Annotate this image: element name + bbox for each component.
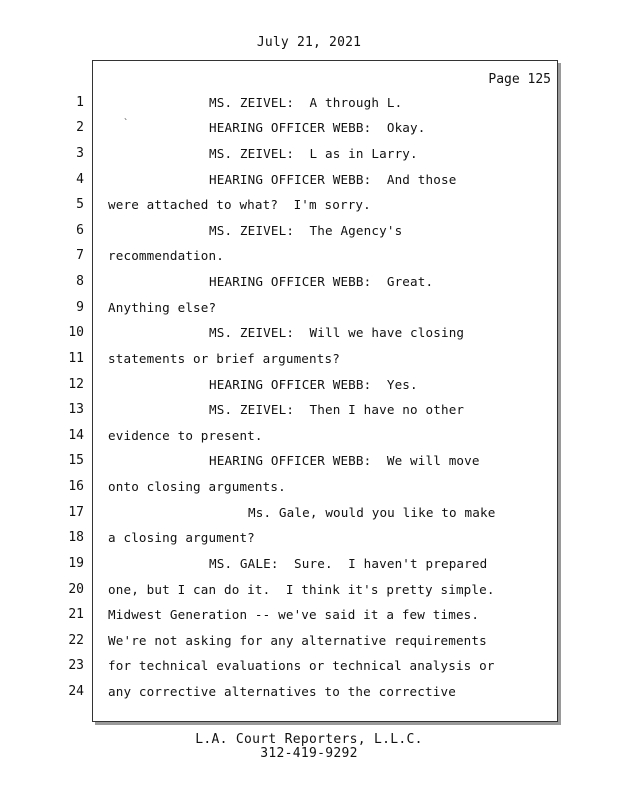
line-text: HEARING OFFICER WEBB: Yes. <box>209 377 418 392</box>
line-text: HEARING OFFICER WEBB: And those <box>209 172 457 187</box>
line-number: 24 <box>68 684 84 699</box>
line-text: onto closing arguments. <box>108 479 286 494</box>
line-text: HEARING OFFICER WEBB: Great. <box>209 274 434 289</box>
line-text: MS. ZEIVEL: A through L. <box>209 95 403 110</box>
line-text: Anything else? <box>108 300 217 315</box>
line-text: for technical evaluations or technical analysis or <box>108 658 495 673</box>
line-number: 2 <box>76 120 84 135</box>
page-number: Page 125 <box>488 72 551 87</box>
line-text: MS. ZEIVEL: Then I have no other <box>209 402 465 417</box>
footer <box>0 733 618 761</box>
line-number: 10 <box>68 325 84 340</box>
line-number: 22 <box>68 633 84 648</box>
line-number: 4 <box>76 172 84 187</box>
line-number: 11 <box>68 351 84 366</box>
line-text: a closing argument? <box>108 530 255 545</box>
line-number: 17 <box>68 505 84 520</box>
stray-mark: ` <box>123 118 130 129</box>
line-text: MS. GALE: Sure. I haven't prepared <box>209 556 488 571</box>
transcript-date: July 21, 2021 <box>256 35 362 50</box>
reporter-company: L.A. Court Reporters, L.L.C. <box>195 732 423 747</box>
line-number: 8 <box>76 274 84 289</box>
line-number: 12 <box>68 377 84 392</box>
line-text: HEARING OFFICER WEBB: We will move <box>209 453 480 468</box>
line-text: We're not asking for any alternative requirements <box>108 633 487 648</box>
line-number: 21 <box>68 607 84 622</box>
line-number: 6 <box>76 223 84 238</box>
line-number: 13 <box>68 402 84 417</box>
line-text: HEARING OFFICER WEBB: Okay. <box>209 120 426 135</box>
line-number: 9 <box>76 300 84 315</box>
line-number: 23 <box>68 658 84 673</box>
line-number: 19 <box>68 556 84 571</box>
line-number: 1 <box>76 95 84 110</box>
line-text: MS. ZEIVEL: The Agency's <box>209 223 403 238</box>
line-number: 3 <box>76 146 84 161</box>
line-number: 5 <box>76 197 84 212</box>
line-text: MS. ZEIVEL: L as in Larry. <box>209 146 418 161</box>
line-text: Ms. Gale, would you like to make <box>248 505 496 520</box>
line-text: one, but I can do it. I think it's pretty simple. <box>108 582 495 597</box>
line-text: statements or brief arguments? <box>108 351 340 366</box>
line-text: were attached to what? I'm sorry. <box>108 197 371 212</box>
line-text: recommendation. <box>108 248 224 263</box>
line-number: 15 <box>68 453 84 468</box>
line-text: evidence to present. <box>108 428 263 443</box>
line-number: 7 <box>76 248 84 263</box>
line-number: 18 <box>68 530 84 545</box>
line-text: any corrective alternatives to the corrective <box>108 684 456 699</box>
reporter-phone: 312-419-9292 <box>260 746 358 761</box>
line-number: 20 <box>68 582 84 597</box>
line-number: 16 <box>68 479 84 494</box>
line-text: Midwest Generation -- we've said it a few times. <box>108 607 480 622</box>
line-text: MS. ZEIVEL: Will we have closing <box>209 325 465 340</box>
line-number: 14 <box>68 428 84 443</box>
